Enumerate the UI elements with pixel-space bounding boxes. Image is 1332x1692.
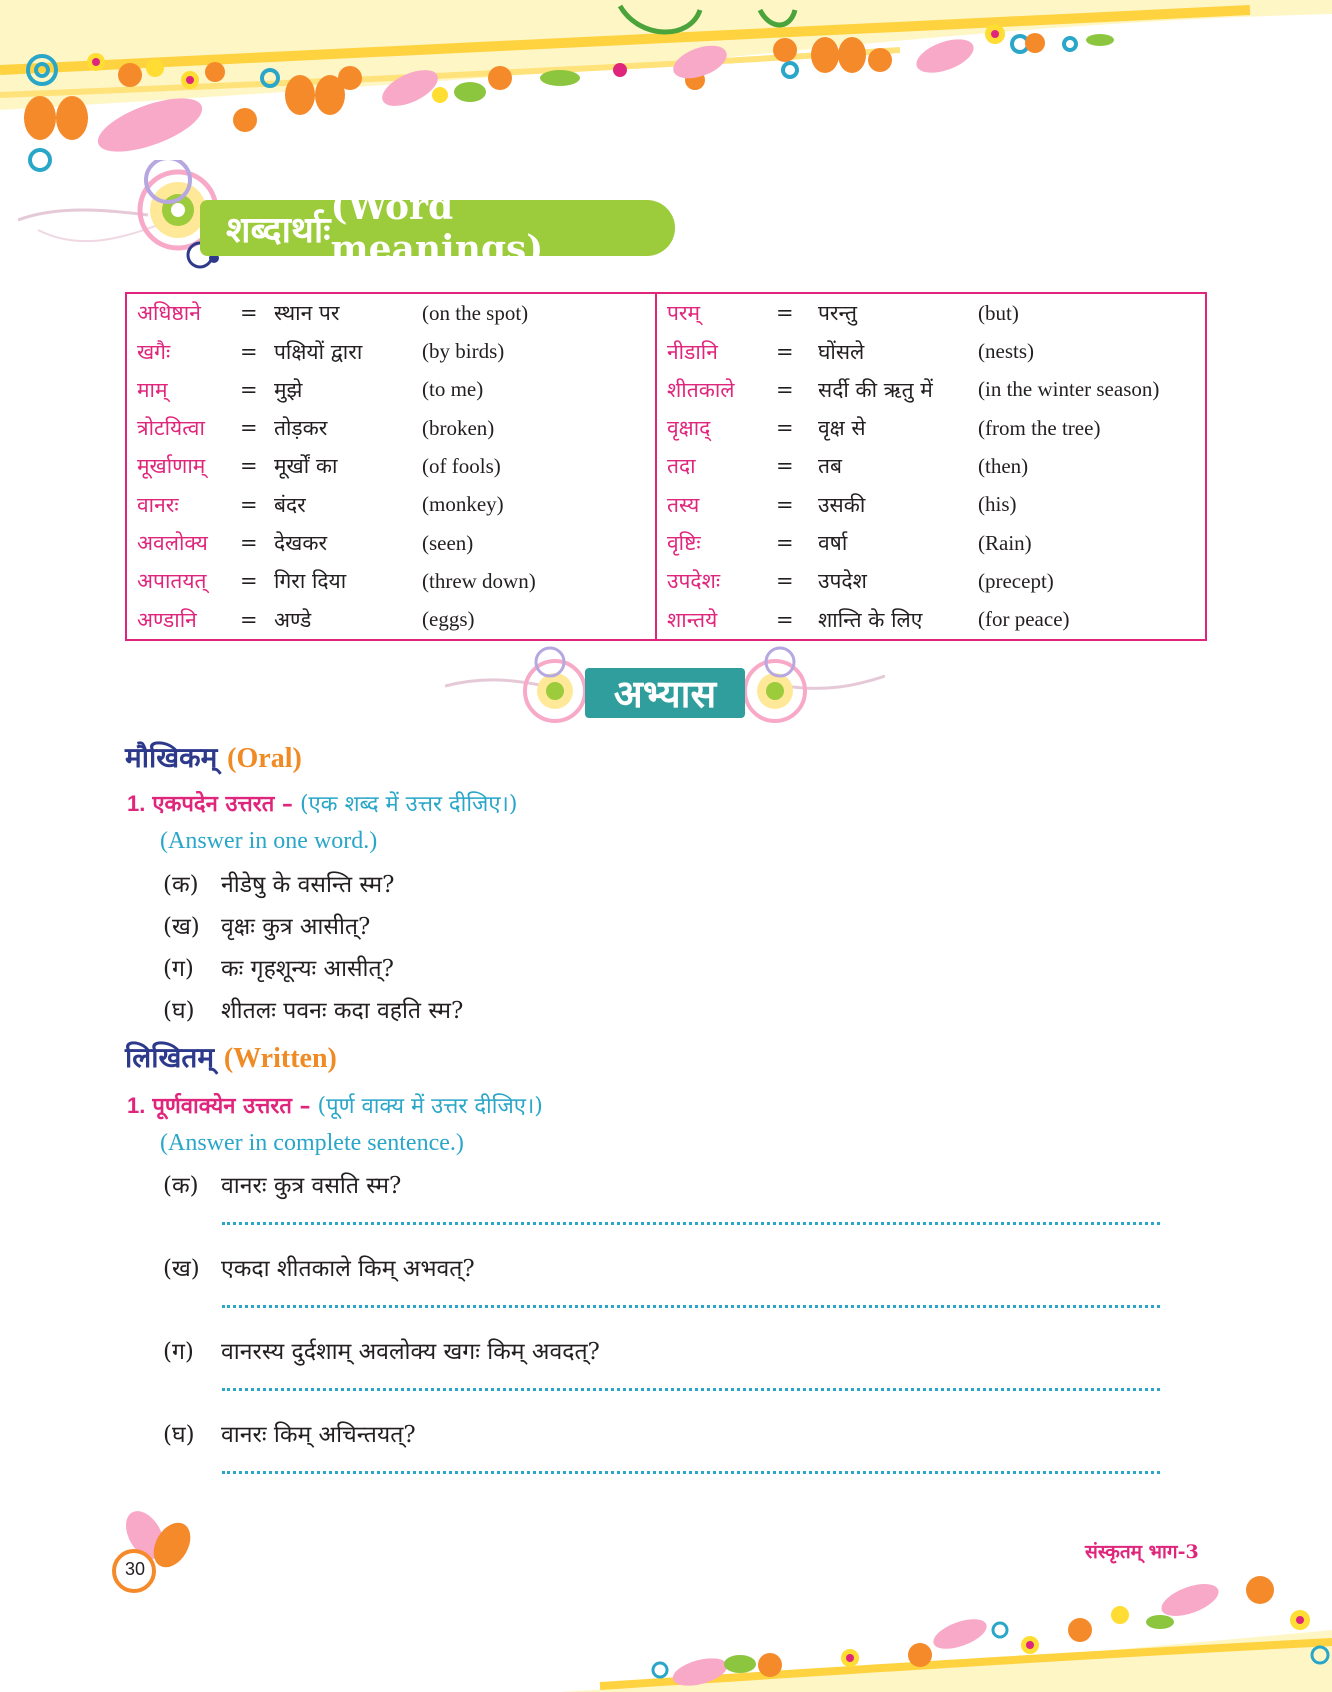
sanskrit-word: मूर्खाणाम्	[137, 454, 206, 479]
written-question-number: 1.	[127, 1093, 146, 1118]
oral-heading	[125, 738, 302, 776]
answer-line[interactable]	[222, 1388, 1160, 1391]
english-meaning: (broken)	[422, 415, 495, 440]
english-meaning: (seen)	[422, 530, 474, 555]
equals-sign: =	[776, 339, 794, 364]
word-row	[126, 371, 1206, 409]
sanskrit-word: वानरः	[137, 492, 179, 517]
sanskrit-word: अपातयत्	[137, 569, 207, 594]
hindi-meaning: पक्षियों द्वारा	[274, 339, 363, 364]
item-label: (ख)	[163, 1256, 200, 1282]
word-row	[126, 409, 1206, 447]
item-label: (ख)	[163, 914, 200, 940]
equals-sign: =	[240, 492, 258, 517]
equals-sign: =	[240, 454, 258, 479]
oral-item	[163, 951, 394, 983]
oral-heading-dev: मौखिकम्	[125, 741, 218, 774]
word-row	[126, 601, 1206, 640]
book-title: संस्कृतम् भाग-3	[1085, 1541, 1199, 1563]
equals-sign: =	[240, 569, 258, 594]
oral-hint-hindi: (एक शब्द में उत्तर दीजिए।)	[299, 792, 518, 817]
word-row	[126, 562, 1206, 600]
equals-sign: =	[776, 569, 794, 594]
written-item	[163, 1334, 600, 1366]
word-row	[126, 524, 1206, 562]
sanskrit-word: शीतकाले	[656, 371, 766, 409]
bottom-decorative-border	[560, 1560, 1332, 1692]
answer-line[interactable]	[222, 1305, 1160, 1308]
hindi-meaning: सर्दी की ऋतु में	[818, 377, 933, 402]
title-devanagari: शब्दार्थाः	[226, 208, 331, 251]
sanskrit-word: माम्	[137, 377, 168, 402]
equals-sign: =	[240, 416, 258, 441]
equals-sign: =	[776, 377, 794, 402]
sanskrit-word: नीडानि	[656, 332, 766, 370]
hindi-meaning: गिरा दिया	[274, 569, 347, 594]
english-meaning: (of fools)	[422, 453, 501, 478]
english-meaning: (his)	[978, 492, 1017, 517]
sanskrit-word: त्रोटयित्वा	[137, 416, 205, 441]
item-text: वृक्षः कुत्र आसीत्?	[221, 914, 371, 940]
hindi-meaning: तोड़कर	[274, 416, 328, 441]
item-text: कः गृहशून्यः आसीत्?	[221, 956, 394, 982]
oral-item	[163, 993, 463, 1025]
title-english: (Word meanings)	[330, 186, 544, 270]
sanskrit-word: अण्डानि	[137, 607, 197, 632]
english-meaning: (threw down)	[422, 568, 536, 593]
hindi-meaning: मुझे	[274, 377, 303, 402]
item-text: एकदा शीतकाले किम् अभवत्?	[221, 1256, 475, 1282]
sanskrit-word: उपदेशः	[656, 562, 766, 600]
sanskrit-word: अधिष्ठाने	[137, 301, 201, 326]
english-meaning: (for peace)	[978, 607, 1070, 632]
equals-sign: =	[240, 301, 258, 326]
equals-sign: =	[776, 454, 794, 479]
answer-line[interactable]	[222, 1222, 1160, 1225]
written-item	[163, 1168, 401, 1200]
english-meaning: (but)	[978, 300, 1019, 325]
word-row	[126, 447, 1206, 485]
english-meaning: (eggs)	[422, 607, 475, 632]
equals-sign: =	[240, 607, 258, 632]
item-label: (क)	[163, 1173, 199, 1199]
english-meaning: (by birds)	[422, 339, 505, 364]
equals-sign: =	[776, 492, 794, 517]
written-item	[163, 1417, 416, 1449]
sanskrit-word: खगैः	[137, 339, 171, 364]
written-hint-hindi: (पूर्ण वाक्य में उत्तर दीजिए।)	[317, 1094, 543, 1119]
page-number: 30	[124, 1558, 146, 1579]
english-meaning: (then)	[978, 453, 1029, 478]
written-instruction: पूर्णवाक्येन उत्तरत –	[152, 1093, 311, 1119]
sanskrit-word: वृष्टिः	[656, 524, 766, 562]
equals-sign: =	[240, 339, 258, 364]
abhyas-heading: अभ्यास	[585, 668, 745, 718]
english-meaning: (to me)	[422, 377, 484, 402]
answer-line[interactable]	[222, 1471, 1160, 1474]
hindi-meaning: वर्षा	[818, 531, 848, 556]
hindi-meaning: स्थान पर	[274, 301, 340, 326]
sanskrit-word: परम्	[656, 293, 766, 332]
item-text: वानरः किम् अचिन्तयत्?	[221, 1422, 416, 1448]
equals-sign: =	[776, 301, 794, 326]
sanskrit-word: तस्य	[656, 486, 766, 524]
written-heading-eng: (Written)	[223, 1043, 337, 1074]
item-label: (घ)	[163, 1422, 195, 1448]
hindi-meaning: शान्ति के लिए	[818, 607, 923, 632]
equals-sign: =	[776, 531, 794, 556]
english-meaning: (from the tree)	[978, 415, 1101, 440]
item-text: वानरस्य दुर्दशाम् अवलोक्य खगः किम् अवदत्?	[221, 1339, 600, 1365]
written-hint-english: (Answer in complete sentence.)	[160, 1130, 464, 1156]
oral-item	[163, 909, 370, 941]
english-meaning: (on the spot)	[422, 300, 529, 325]
written-item	[163, 1251, 475, 1283]
hindi-meaning: वृक्ष से	[818, 416, 866, 441]
oral-item	[163, 867, 394, 899]
item-text: शीतलः पवनः कदा वहति स्म?	[221, 998, 464, 1024]
item-text: वानरः कुत्र वसति स्म?	[221, 1173, 402, 1199]
item-label: (घ)	[163, 998, 195, 1024]
written-question-1	[127, 1090, 543, 1120]
equals-sign: =	[240, 531, 258, 556]
word-meanings-table	[125, 292, 1207, 641]
equals-sign: =	[776, 416, 794, 441]
written-heading	[125, 1038, 337, 1076]
hindi-meaning: तब	[818, 454, 842, 479]
sanskrit-word: तदा	[656, 447, 766, 485]
sanskrit-word: शान्तये	[656, 601, 766, 640]
item-label: (क)	[163, 872, 199, 898]
sanskrit-word: वृक्षाद्	[656, 409, 766, 447]
hindi-meaning: उपदेश	[818, 569, 867, 594]
word-row	[126, 332, 1206, 370]
english-meaning: (nests)	[978, 339, 1034, 364]
word-row	[126, 293, 1206, 332]
equals-sign: =	[776, 607, 794, 632]
written-heading-dev: लिखितम्	[125, 1041, 215, 1074]
english-meaning: (Rain)	[978, 530, 1032, 555]
hindi-meaning: देखकर	[274, 531, 328, 556]
oral-heading-eng: (Oral)	[227, 743, 302, 774]
item-label: (ग)	[163, 956, 194, 982]
oral-question-1	[127, 788, 517, 818]
oral-instruction: एकपदेन उत्तरत –	[152, 791, 293, 817]
oral-question-number: 1.	[127, 791, 146, 816]
hindi-meaning: घोंसले	[818, 339, 865, 364]
english-meaning: (monkey)	[422, 492, 504, 517]
page-title	[200, 186, 675, 270]
oral-hint-english: (Answer in one word.)	[160, 828, 378, 854]
english-meaning: (in the winter season)	[978, 377, 1160, 402]
item-text: नीडेषु के वसन्ति स्म?	[221, 872, 395, 898]
word-row	[126, 486, 1206, 524]
hindi-meaning: बंदर	[274, 492, 306, 517]
sanskrit-word: अवलोक्य	[137, 531, 208, 556]
item-label: (ग)	[163, 1339, 194, 1365]
english-meaning: (precept)	[978, 568, 1054, 593]
equals-sign: =	[240, 377, 258, 402]
hindi-meaning: उसकी	[818, 492, 866, 517]
hindi-meaning: परन्तु	[818, 301, 857, 326]
hindi-meaning: मूर्खों का	[274, 454, 338, 479]
hindi-meaning: अण्डे	[274, 607, 312, 632]
